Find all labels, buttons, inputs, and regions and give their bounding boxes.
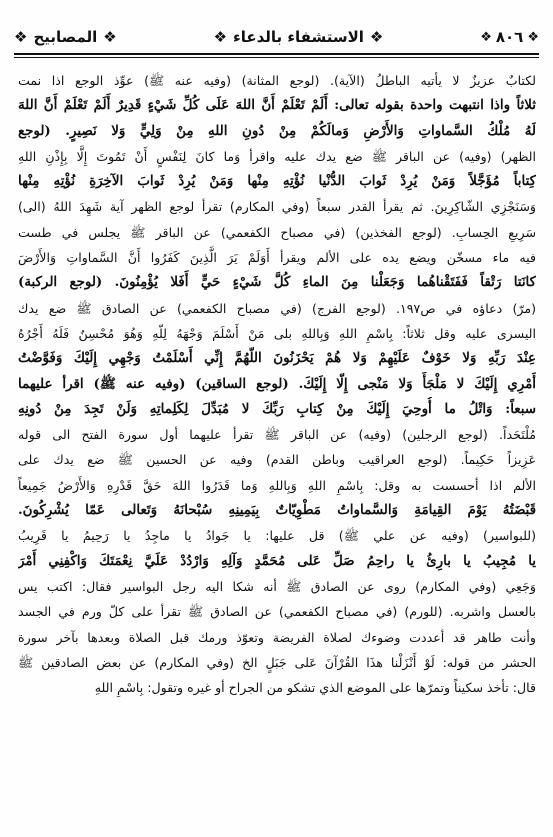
text-line: وَجَعِي (وفي المكارم) روى عن الصادق ﷺ أنه شكا اليه رجل البواسير فقال: اكتب يس [18, 578, 536, 594]
text-line: وأنت طاهر قد أعددت وضوءك لصلاة الفريضة وتعوّذ ورمك قبل الصلاة وبعدها بآخر سورة [18, 629, 536, 645]
header-rule [14, 53, 539, 55]
text-line: (للبواسير) (وفيه عن علي ﷺ) قل عليها: يا جَوادُ يا ماجِدُ يا رَحِيمُ يا قَرِيبُ [18, 528, 536, 544]
page-header [14, 22, 539, 52]
page-body-text [18, 68, 536, 818]
ornament-icon: ❖ [480, 29, 492, 45]
book-title-text: المصابيح [33, 28, 98, 46]
text-line: يا مُجِيبُ يا بارِئُ يا راحِمُ صَلِّ عَلى مُحَمَّدٍ وَآلِهِ وَارْدُدْ عَلَيَّ نِعْمَتَكَ وَاكْفِنِي أَمْرَ [18, 552, 536, 569]
book-title [14, 28, 117, 46]
text-line: أَمْرِي إِلَيْكَ لا مَلْجَأَ وَلا مَنْجى إِلّا إِلَيْكَ. (لوجع الساقين) (وفيه عنه ﷺ) اقرأ عليهما [18, 375, 536, 392]
text-line: ثلاثاً واذا انتبهت واحدة بقوله تعالى: أَلَمْ تَعْلَمْ أَنَّ اللهَ عَلَى كُلِّ شَيْءٍ قَدِيرٌ أَلَمْ تَعْلَمْ أَنَّ اللهَ [18, 97, 536, 114]
text-line: سبعاً: وَاتْلُ ما أُوحِيَ إِلَيْكَ مِنْ كِتابِ رَبِّكَ لا مُبَدِّلَ لِكَلِماتِهِ وَلَنْ تَجِدَ مِنْ دُونِهِ [18, 400, 536, 417]
text-line: قَبْضَتُهُ يَوْمَ القِيامَةِ وَالسَّماواتُ مَطْوِيّاتٌ بِيَمِينِهِ سُبْحانَهُ وَتَعالى عَمّا يُشْرِكُونَ. [18, 502, 536, 519]
text-line: سَرِيعِ الحِسابِ. (لوجع الفخذين) (في مصباح الكفعمي) عن الباقر ﷺ يجلس في طست [18, 224, 536, 240]
ornament-icon: ❖ [369, 28, 384, 46]
text-line: فيه ماء مسخّن ويضع يده على الألم ويقرأ أَوَلَمْ يَرَ الَّذِينَ كَفَرُوا أَنَّ السَّماواتِ وَالأَرْضَ [18, 250, 536, 266]
text-line: عِنْدَ رَبِّهِ وَلا خَوْفٌ عَلَيْهِمْ وَلا هُمْ يَحْزَنُونَ اللّهُمَّ إِنِّي أَسْلَمْتُ وَجْهِي إِلَيْكَ وَفَوَّضْتُ [18, 350, 536, 367]
header-rule-thin [14, 57, 539, 58]
text-line: قال: تأخذ سكيناً وتمرّها على الموضع الذي تشكو من الجراح أو غيره وتقول: بِاسْمِ اللهِ [94, 680, 536, 696]
chapter-title-text: الاستشفاء بالدعاء [233, 28, 364, 46]
text-line: الظهر) (وفيه) عن الباقر ﷺ ضع يدك عليه واقرأ وَما كانَ لِنَفْسٍ أَنْ تَمُوتَ إِلَّا بِإِذْنِ اللهِ [18, 148, 536, 164]
text-line: مُلْتَحَداً. (لوجع الرجلين) (وفيه) عن الباقر ﷺ تقرأ عليهما أول سورة الفتح الى قوله [18, 427, 536, 443]
ornament-icon: ❖ [103, 28, 117, 46]
text-line: كانَتا رَتْقاً فَفَتَقْناهُما وَجَعَلْنا مِنَ الماءِ كُلَّ شَيْءٍ حَيٍّ أَفَلا يُؤْمِنُونَ. (لوجع الركبة) [18, 274, 536, 291]
ornament-icon: ❖ [14, 28, 28, 46]
chapter-title [214, 28, 384, 46]
text-line: لَهُ مُلْكُ السَّماواتِ وَالأَرْضِ وَمالَكُمْ مِنْ دُونِ اللهِ مِنْ وَلِيٍّ وَلا نَصِيرٍ. (لوجع [18, 122, 536, 139]
text-line: وَسَنَجْزِي الشّاكِرِينَ. ثم يقرأ القدر سبعاً (وفي المكارم) تقرأ لوجع الظهر آية شَهِدَ اللهُ (الى) [18, 199, 536, 215]
page-number [480, 28, 539, 46]
text-line: عَزِيزاً حَكِيماً. (لوجع العراقيب وباطن القدم) وفيه عن الحسين ﷺ ضع يدك على [18, 452, 536, 468]
text-line: كِتاباً مُؤَجَّلاً وَمَنْ يُرِدْ ثَوابَ الدُّنْيا نُؤْتِهِ مِنْها وَمَنْ يُرِدْ ثَوابَ الآخِرَةِ نُؤْتِهِ مِنْها [18, 173, 536, 190]
text-line: بالعسل واشربه. (للورم) (في مصباح الكفعمي) عن الصادق ﷺ تقرأ على كلّ ورم في الجسد [18, 604, 536, 620]
text-line: الحشر من قوله: لَوْ أَنْزَلْنا هذَا القُرْآنَ عَلى جَبَلٍ الخ (وفي المكارم) عن بعض الصادقين ﷺ [18, 654, 536, 670]
ornament-icon: ❖ [213, 28, 228, 46]
text-line: اليسرى عليه وقل ثلاثاً: بِاسْمِ اللهِ وَبِاللهِ بلى مَنْ أَسْلَمَ وَجْهَهُ لِلّهِ وَهُوَ مُحْسِنٌ فَلَهُ أَجْرُهُ [18, 325, 536, 341]
ornament-icon: ❖ [527, 29, 539, 45]
text-line: لكتابٌ عزيزٌ لا يأتيه الباطلُ (الآية). (لوجع المثانة) (وفيه عنه ﷺ) عوِّذ الوجع اذا نمت [18, 73, 536, 88]
page-number-text: ٨٠٦ [495, 28, 524, 46]
text-line: (مرّ) دعاؤه في ص١٩٧. (لوجع الفرج) (في مصباح الكفعمي) عن الصادق ﷺ ضع يدك [18, 300, 536, 316]
text-line: الألم اذا أحسست به وقل: بِاسْمِ اللهِ وَبِاللهِ وَما قَدَرُوا اللهَ حَقَّ قَدْرِهِ وَالأَرْضُ جَمِيعاً [18, 477, 536, 493]
